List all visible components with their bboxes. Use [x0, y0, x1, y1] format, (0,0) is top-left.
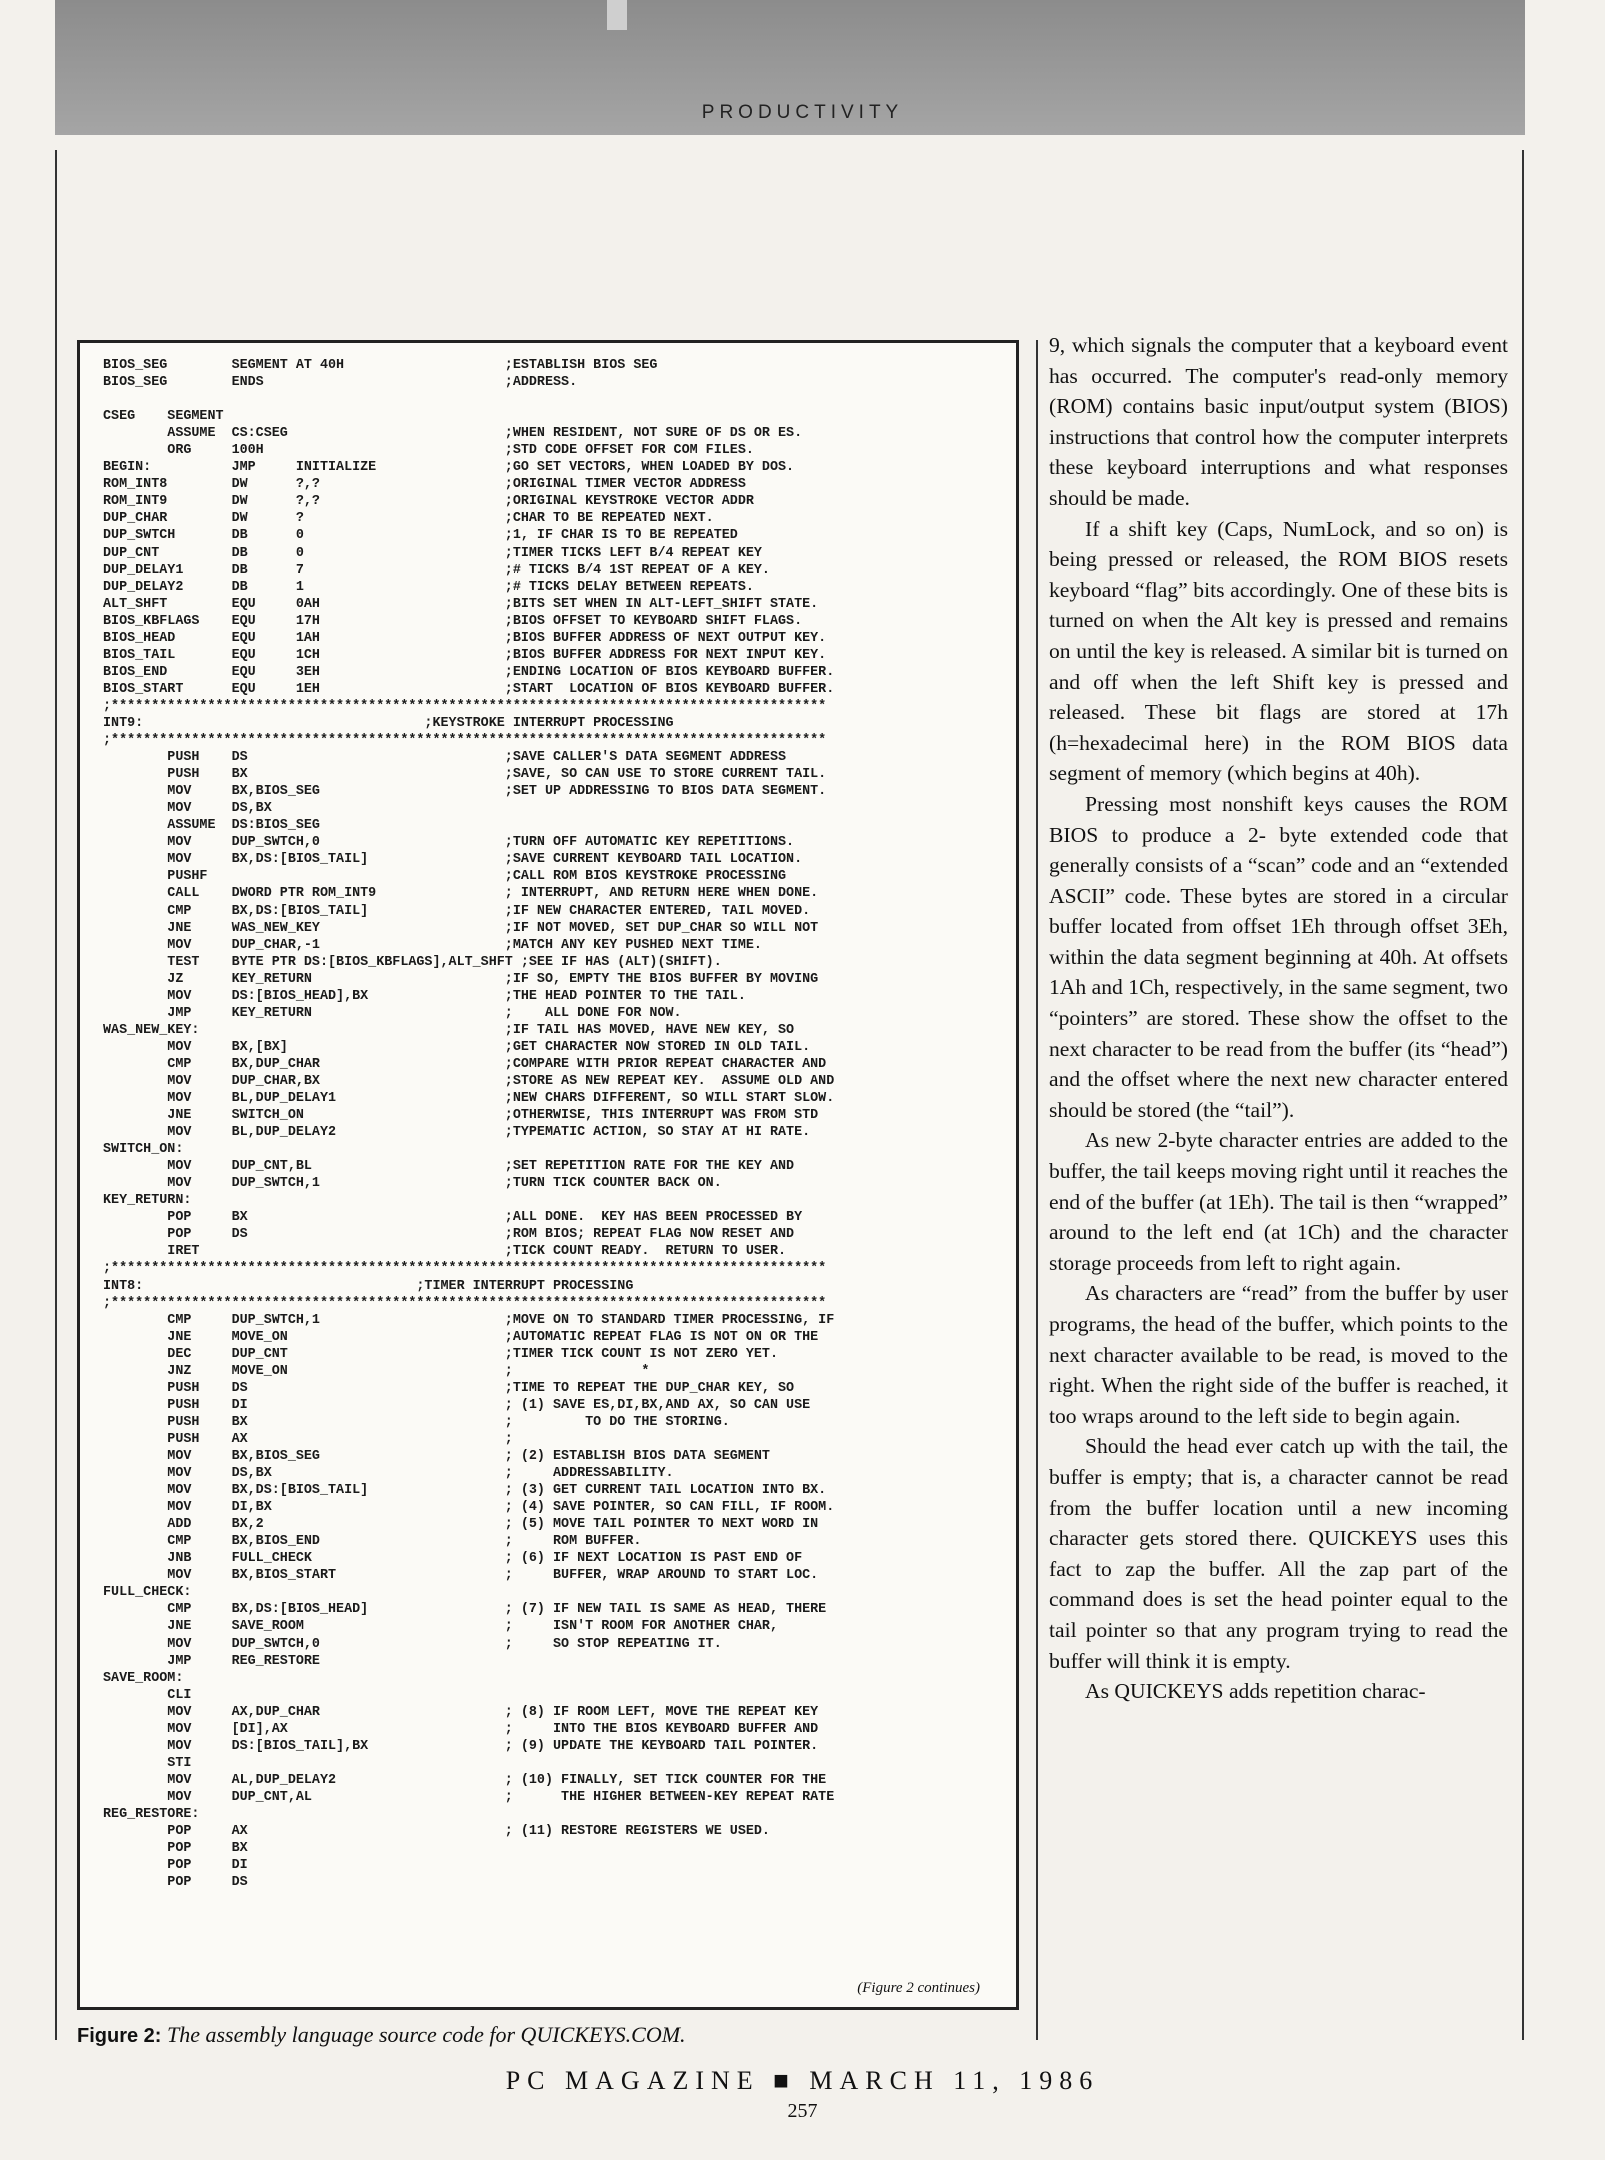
- figure-caption-label: Figure 2:: [77, 2025, 162, 2047]
- code-line: JNE WAS_NEW_KEY ;IF NOT MOVED, SET DUP_CHAR SO WILL NOT: [103, 920, 819, 936]
- code-line: ADD BX,2 ; (5) MOVE TAIL POINTER TO NEXT WORD IN: [103, 1517, 819, 1533]
- code-line: DUP_CNT DB 0 ;TIMER TICKS LEFT B/4 REPEAT KEY: [103, 545, 762, 561]
- code-line: JNE SWITCH_ON ;OTHERWISE, THIS INTERRUPT WAS FROM STD: [103, 1108, 819, 1124]
- figure-continues-note: (Figure 2 continues): [857, 1980, 980, 1996]
- article-paragraph: As QUICKEYS adds repetition charac-: [1085, 1679, 1426, 1704]
- code-line: MOV DS,BX ; ADDRESSABILITY.: [103, 1466, 674, 1482]
- code-line: BIOS_START EQU 1EH ;START LOCATION OF BIOS KEYBOARD BUFFER.: [103, 681, 835, 697]
- code-line: WAS_NEW_KEY: ;IF TAIL HAS MOVED, HAVE NEW KEY, SO: [103, 1022, 795, 1038]
- code-line: [103, 391, 1003, 408]
- code-line: ROM_INT9 DW ?,? ;ORIGINAL KEYSTROKE VECTOR ADDR: [103, 494, 754, 510]
- code-line: MOV DUP_CNT,BL ;SET REPETITION RATE FOR THE KEY AND: [103, 1159, 795, 1175]
- code-line: CMP BX,DS:[BIOS_TAIL] ;IF NEW CHARACTER ENTERED, TAIL MOVED.: [103, 903, 811, 919]
- right-rule: [1522, 150, 1524, 2040]
- code-line: MOV DS,BX: [103, 801, 272, 817]
- code-line: JMP REG_RESTORE: [103, 1653, 320, 1669]
- code-line: IRET ;TICK COUNT READY. RETURN TO USER.: [103, 1244, 787, 1260]
- code-line: ROM_INT8 DW ?,? ;ORIGINAL TIMER VECTOR ADDRESS: [103, 477, 746, 493]
- code-line: ALT_SHFT EQU 0AH ;BITS SET WHEN IN ALT-LEFT_SHIFT STATE.: [103, 596, 819, 612]
- code-line: POP DI: [103, 1858, 248, 1874]
- article-paragraph: If a shift key (Caps, NumLock, and so on) is being pressed or released, the ROM BIOS resets keyboard “flag” bits accordingly. One of these bits is turned on when the Alt key is pressed and remains on until the key is released. A similar bit is turned on and off when the left Shift key is pressed and released. These bit flags are stored at 17h (h=hexadecimal here) in the ROM BIOS data segment of memory (which begins at 40h).: [1049, 516, 1508, 786]
- code-line: ;*****************************************************************************************: [103, 1261, 827, 1277]
- code-line: JNB FULL_CHECK ; (6) IF NEXT LOCATION IS PAST END OF: [103, 1551, 803, 1567]
- code-line: MOV BX,[BX] ;GET CHARACTER NOW STORED IN OLD TAIL.: [103, 1039, 811, 1055]
- code-line: MOV BL,DUP_DELAY1 ;NEW CHARS DIFFERENT, SO WILL START SLOW.: [103, 1091, 835, 1107]
- code-line: POP AX ; (11) RESTORE REGISTERS WE USED.: [103, 1824, 770, 1840]
- code-line: ASSUME CS:CSEG ;WHEN RESIDENT, NOT SURE OF DS OR ES.: [103, 426, 803, 442]
- code-line: ORG 100H ;STD CODE OFFSET FOR COM FILES.: [103, 443, 754, 459]
- code-line: MOV BX,DS:[BIOS_TAIL] ;SAVE CURRENT KEYBOARD TAIL LOCATION.: [103, 852, 803, 868]
- code-line: PUSH BX ;SAVE, SO CAN USE TO STORE CURRENT TAIL.: [103, 767, 827, 783]
- figure-caption-text: The assembly language source code for QUICKEYS.COM.: [166, 2022, 686, 2047]
- magazine-footer: PC MAGAZINE ■ MARCH 11, 1986: [505, 2066, 1100, 2095]
- left-rule: [55, 150, 57, 2040]
- article-paragraph: Should the head ever catch up with the tail, the buffer is empty; that is, a character cannot be read from the buffer location until a new incoming character gets stored there. QUICKEYS uses this fact to zap the buffer. All the zap part of the command does is set the head pointer equal to the tail pointer so that any program trying to read the buffer will think it is empty.: [1049, 1434, 1508, 1673]
- column-rule: [1036, 340, 1038, 2040]
- code-line: CMP BX,DS:[BIOS_HEAD] ; (7) IF NEW TAIL IS SAME AS HEAD, THERE: [103, 1602, 827, 1618]
- article-paragraph: As new 2-byte character entries are added to the buffer, the tail keeps moving right until it reaches the end of the buffer (at 1Eh). The tail is then “wrapped” around to the left end (at 1Ch) and the character storage proceeds from left to right again.: [1049, 1128, 1508, 1275]
- article-paragraph: As characters are “read” from the buffer by user programs, the head of the buffer, which points to the next character available to be read, is moved to the right. When the right side of the buffer is reached, it too wraps around to the left side to begin again.: [1049, 1281, 1508, 1428]
- code-line: PUSH AX ;: [103, 1431, 513, 1447]
- code-line: MOV BX,BIOS_SEG ;SET UP ADDRESSING TO BIOS DATA SEGMENT.: [103, 784, 827, 800]
- code-line: MOV DUP_CHAR,-1 ;MATCH ANY KEY PUSHED NEXT TIME.: [103, 937, 762, 953]
- code-line: DUP_SWTCH DB 0 ;1, IF CHAR IS TO BE REPEATED: [103, 528, 738, 544]
- code-line: MOV BX,DS:[BIOS_TAIL] ; (3) GET CURRENT TAIL LOCATION INTO BX.: [103, 1483, 827, 1499]
- code-line: JNE MOVE_ON ;AUTOMATIC REPEAT FLAG IS NOT ON OR THE: [103, 1329, 819, 1345]
- code-line: MOV DS:[BIOS_HEAD],BX ;THE HEAD POINTER TO THE TAIL.: [103, 988, 746, 1004]
- code-line: TEST BYTE PTR DS:[BIOS_KBFLAGS],ALT_SHFT ;SEE IF HAS (ALT)(SHIFT).: [103, 954, 722, 970]
- code-line: ASSUME DS:BIOS_SEG: [103, 818, 320, 834]
- code-line: BIOS_SEG SEGMENT AT 40H ;ESTABLISH BIOS SEG: [103, 358, 658, 373]
- code-line: MOV DS:[BIOS_TAIL],BX ; (9) UPDATE THE KEYBOARD TAIL POINTER.: [103, 1738, 819, 1754]
- section-label: PRODUCTIVITY: [701, 102, 904, 123]
- code-line: MOV [DI],AX ; INTO THE BIOS KEYBOARD BUFFER AND: [103, 1721, 819, 1737]
- code-line: JMP KEY_RETURN ; ALL DONE FOR NOW.: [103, 1005, 682, 1021]
- code-line: ;*****************************************************************************************: [103, 1295, 827, 1311]
- code-line: CMP DUP_SWTCH,1 ;MOVE ON TO STANDARD TIMER PROCESSING, IF: [103, 1312, 835, 1328]
- code-line: MOV DI,BX ; (4) SAVE POINTER, SO CAN FILL, IF ROOM.: [103, 1500, 835, 1516]
- code-line: MOV BX,BIOS_SEG ; (2) ESTABLISH BIOS DATA SEGMENT: [103, 1449, 770, 1464]
- code-line: PUSHF ;CALL ROM BIOS KEYSTROKE PROCESSING: [103, 869, 787, 885]
- code-line: CMP BX,DUP_CHAR ;COMPARE WITH PRIOR REPEAT CHARACTER AND: [103, 1056, 827, 1072]
- code-line: INT9: ;KEYSTROKE INTERRUPT PROCESSING: [103, 715, 674, 731]
- code-line: SWITCH_ON:: [103, 1142, 184, 1158]
- code-line: PUSH DI ; (1) SAVE ES,DI,BX,AND AX, SO CAN USE: [103, 1397, 811, 1413]
- code-line: MOV DUP_SWTCH,0 ; SO STOP REPEATING IT.: [103, 1636, 722, 1652]
- code-line: BIOS_HEAD EQU 1AH ;BIOS BUFFER ADDRESS OF NEXT OUTPUT KEY.: [103, 630, 827, 646]
- code-line: JNE SAVE_ROOM ; ISN'T ROOM FOR ANOTHER CHAR,: [103, 1619, 778, 1635]
- code-line: BIOS_SEG ENDS ;ADDRESS.: [103, 375, 578, 391]
- code-line: PUSH DS ;TIME TO REPEAT THE DUP_CHAR KEY, SO: [103, 1380, 795, 1396]
- code-line: MOV DUP_CHAR,BX ;STORE AS NEW REPEAT KEY. ASSUME OLD AND: [103, 1073, 835, 1089]
- article-paragraph: Pressing most nonshift keys causes the ROM BIOS to produce a 2- byte extended code that generally consists of a “scan” code and an “extended ASCII” code. These bytes are stored in a circular buffer located from offset 1Eh through offset 3Eh, within the data segment beginning at 40h. At offsets 1Ah and 1Ch, respectively, in the same segment, two “pointers” are stored. These show the offset to the next character to be read from the buffer (its “head”) and the offset where the next new character entered should be stored (the “tail”).: [1049, 791, 1508, 1122]
- code-line: MOV DUP_SWTCH,1 ;TURN TICK COUNTER BACK ON.: [103, 1176, 722, 1192]
- code-line: BIOS_KBFLAGS EQU 17H ;BIOS OFFSET TO KEYBOARD SHIFT FLAGS.: [103, 613, 803, 629]
- code-line: MOV AL,DUP_DELAY2 ; (10) FINALLY, SET TICK COUNTER FOR THE: [103, 1772, 827, 1788]
- code-line: POP BX ;ALL DONE. KEY HAS BEEN PROCESSED BY: [103, 1210, 803, 1226]
- code-line: SAVE_ROOM:: [103, 1670, 184, 1686]
- code-line: ;*****************************************************************************************: [103, 733, 827, 749]
- code-line: REG_RESTORE:: [103, 1806, 200, 1822]
- code-line: INT8: ;TIMER INTERRUPT PROCESSING: [103, 1278, 634, 1294]
- figure-caption: [77, 2022, 1037, 2048]
- code-line: POP DS: [103, 1875, 248, 1891]
- code-line: JZ KEY_RETURN ;IF SO, EMPTY THE BIOS BUFFER BY MOVING: [103, 971, 819, 987]
- code-line: STI: [103, 1755, 192, 1771]
- code-line: DUP_DELAY1 DB 7 ;# TICKS B/4 1ST REPEAT OF A KEY.: [103, 562, 770, 578]
- code-line: POP BX: [103, 1841, 248, 1857]
- code-line: MOV AX,DUP_CHAR ; (8) IF ROOM LEFT, MOVE THE REPEAT KEY: [103, 1704, 819, 1720]
- code-line: CSEG SEGMENT: [103, 409, 224, 425]
- code-line: ;*****************************************************************************************: [103, 698, 827, 714]
- article-column: [1049, 330, 1508, 2042]
- code-line: MOV BX,BIOS_START ; BUFFER, WRAP AROUND TO START LOC.: [103, 1568, 819, 1584]
- code-line: DUP_CHAR DW ? ;CHAR TO BE REPEATED NEXT.: [103, 511, 714, 527]
- code-line: JNZ MOVE_ON ; *: [103, 1363, 650, 1379]
- code-line: CALL DWORD PTR ROM_INT9 ; INTERRUPT, AND RETURN HERE WHEN DONE.: [103, 886, 819, 902]
- code-line: BIOS_END EQU 3EH ;ENDING LOCATION OF BIOS KEYBOARD BUFFER.: [103, 664, 835, 680]
- code-line: MOV BL,DUP_DELAY2 ;TYPEMATIC ACTION, SO STAY AT HI RATE.: [103, 1125, 811, 1141]
- code-line: CLI: [103, 1687, 192, 1703]
- code-line: MOV DUP_SWTCH,0 ;TURN OFF AUTOMATIC KEY REPETITIONS.: [103, 835, 795, 851]
- code-line: POP DS ;ROM BIOS; REPEAT FLAG NOW RESET AND: [103, 1227, 795, 1243]
- header-tab: [607, 0, 627, 30]
- code-line: DEC DUP_CNT ;TIMER TICK COUNT IS NOT ZERO YET.: [103, 1346, 778, 1362]
- code-line: MOV DUP_CNT,AL ; THE HIGHER BETWEEN-KEY REPEAT RATE: [103, 1789, 835, 1805]
- code-line: KEY_RETURN:: [103, 1193, 192, 1209]
- code-line: FULL_CHECK:: [103, 1585, 192, 1601]
- article-paragraph: 9, which signals the computer that a keyboard event has occurred. The computer's read-only memory (ROM) contains basic input/output system (BIOS) instructions that control how the computer interprets these keyboard interruptions and what responses should be made.: [1049, 333, 1508, 510]
- code-line: DUP_DELAY2 DB 1 ;# TICKS DELAY BETWEEN REPEATS.: [103, 579, 754, 595]
- code-line: PUSH BX ; TO DO THE STORING.: [103, 1414, 730, 1430]
- code-line: PUSH DS ;SAVE CALLER'S DATA SEGMENT ADDRESS: [103, 750, 787, 766]
- code-line: BIOS_TAIL EQU 1CH ;BIOS BUFFER ADDRESS FOR NEXT INPUT KEY.: [103, 647, 827, 663]
- code-listing: [103, 357, 1003, 1997]
- code-line: CMP BX,BIOS_END ; ROM BUFFER.: [103, 1534, 642, 1550]
- page-number: 257: [787, 2100, 818, 2122]
- code-line: BEGIN: JMP INITIALIZE ;GO SET VECTORS, WHEN LOADED BY DOS.: [103, 460, 795, 476]
